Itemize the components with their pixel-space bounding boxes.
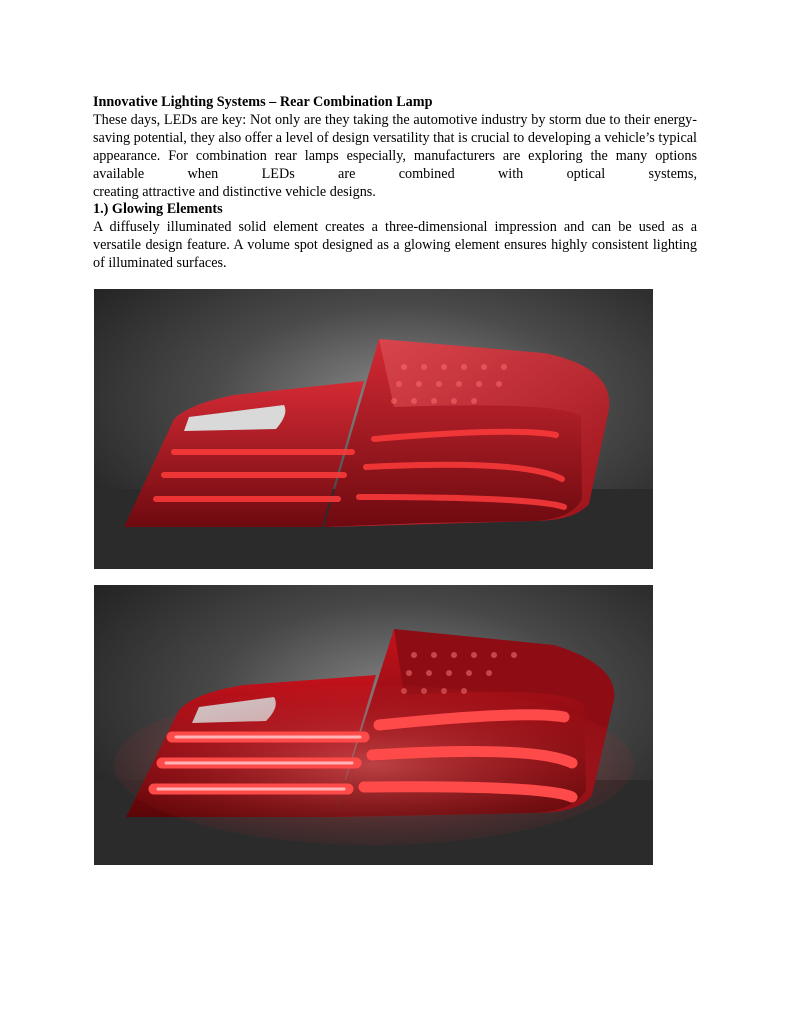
section-heading: 1.) Glowing Elements — [93, 201, 223, 218]
rear-lamp-photo-illuminated — [94, 585, 653, 865]
text-block — [93, 94, 697, 273]
rear-lamp-photo-icon — [94, 585, 653, 865]
document-title: Innovative Lighting Systems – Rear Combination Lamp — [93, 94, 433, 110]
intro-paragraph-tail: creating attractive and distinctive vehicle designs. — [93, 183, 376, 200]
section-paragraph: A diffusely illuminated solid element creates a three-dimensional impression and can be used as a versatile design feature. A volume spot designed as a glowing element ensures highly consistent lighting of illuminated surfaces. — [93, 219, 697, 272]
intro-paragraph-main: These days, LEDs are key: Not only are they taking the automotive industry by storm due to their energy-saving potential, they also offer a level of design versatility that is crucial to developing a vehicle’s typical appearance. For combination rear lamps especially, manufacturers are exploring the many options available when LEDs are combined with optical systems, — [93, 111, 697, 182]
intro-paragraph — [93, 112, 697, 202]
rear-lamp-photo-icon — [94, 289, 653, 569]
rear-lamp-photo-unlit — [94, 289, 653, 569]
